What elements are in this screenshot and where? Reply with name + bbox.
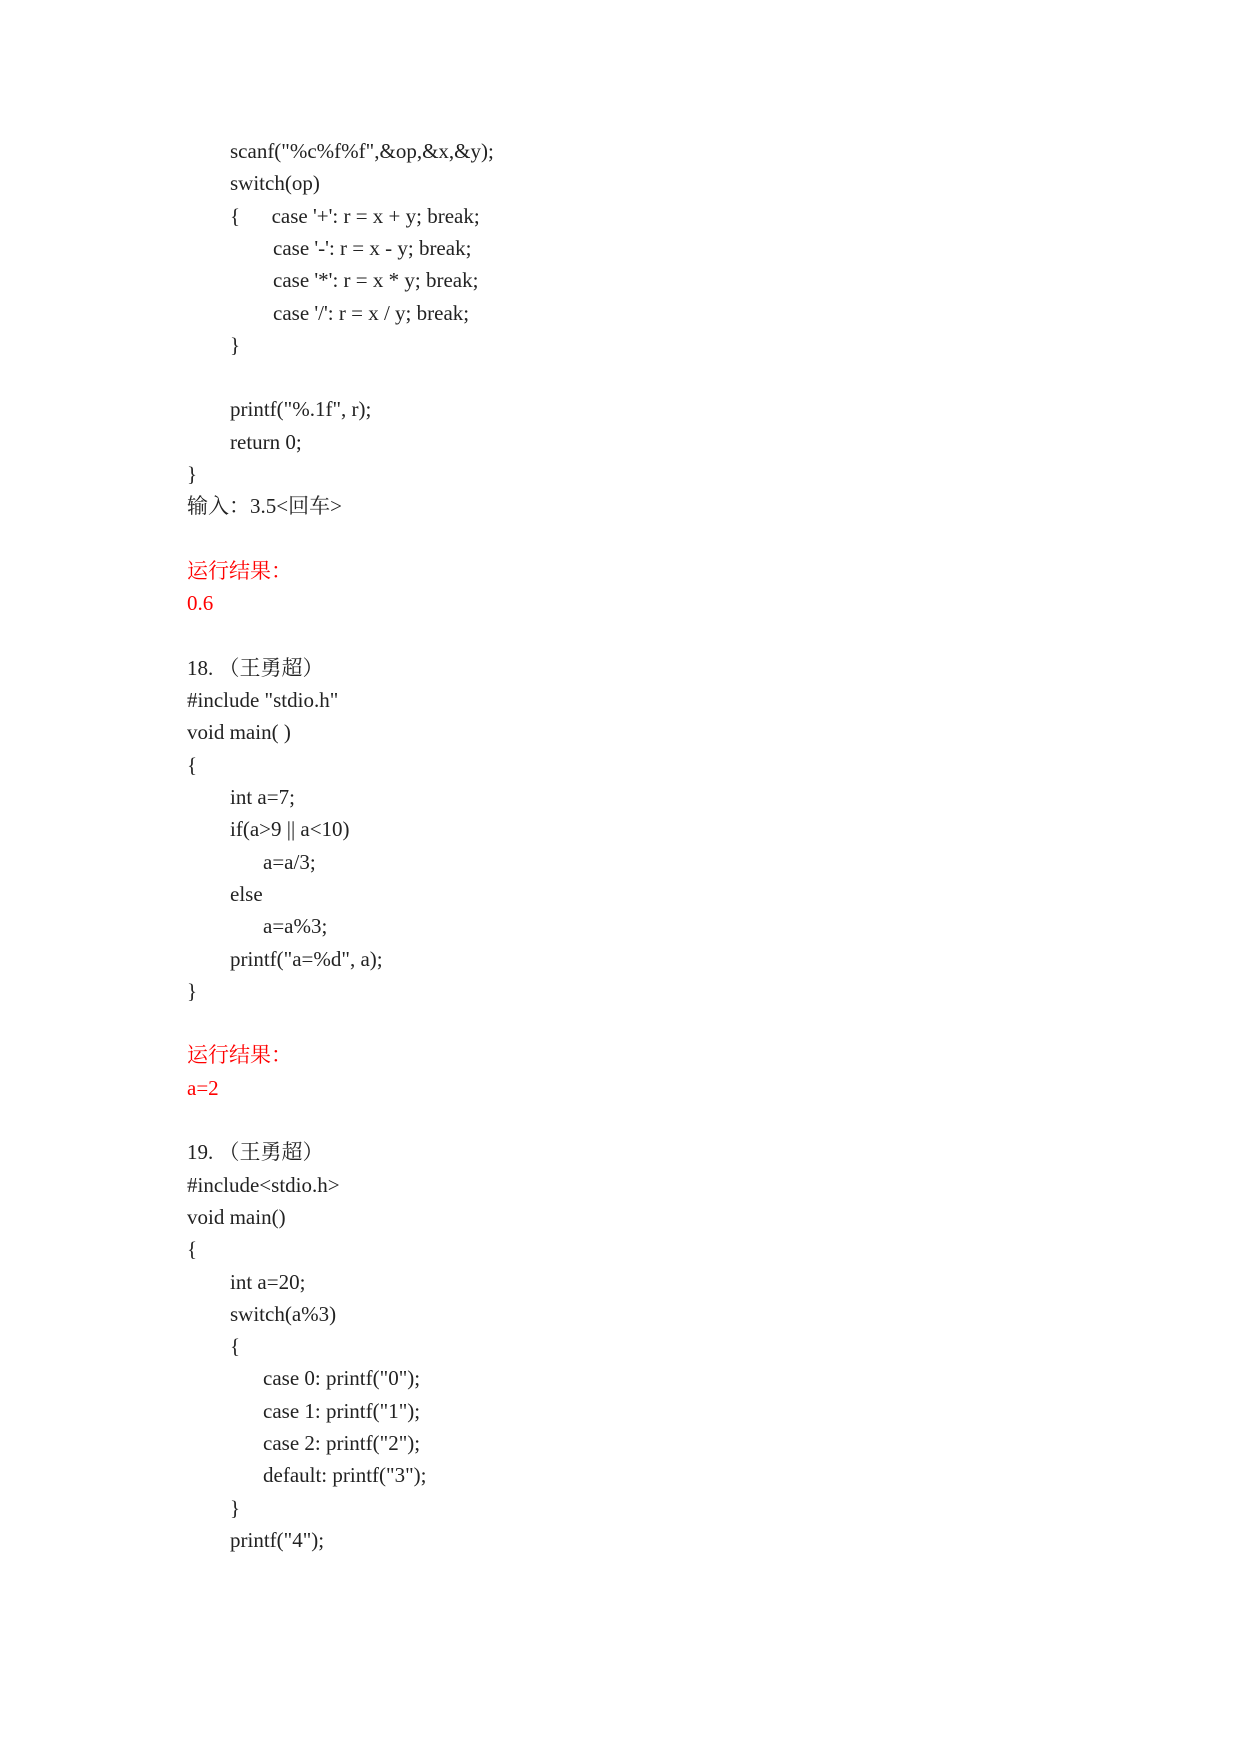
code-line: case '*': r = x * y; break;	[273, 268, 479, 293]
result-line: 运行结果：	[187, 558, 292, 583]
code-line: 输入：3.5<回车>	[187, 494, 342, 519]
result-line: a=2	[187, 1075, 219, 1100]
code-line: int a=20;	[230, 1269, 306, 1294]
code-line: {	[187, 752, 198, 777]
code-line: 19. （王勇超）	[187, 1140, 324, 1165]
code-line: return 0;	[230, 429, 302, 454]
code-line: {	[230, 1334, 241, 1359]
code-line: printf("4");	[230, 1527, 325, 1552]
code-line: printf("a=%d", a);	[230, 946, 383, 971]
code-line: #include<stdio.h>	[187, 1172, 340, 1197]
result-line: 0.6	[187, 591, 214, 616]
code-line: switch(a%3)	[230, 1301, 337, 1326]
code-line: void main( )	[187, 720, 291, 745]
code-line: }	[187, 462, 198, 486]
code-line: { case '+': r = x + y; break;	[230, 203, 480, 228]
code-line: }	[230, 1495, 241, 1520]
code-line: switch(op)	[230, 171, 320, 196]
code-line: #include "stdio.h"	[187, 688, 339, 713]
code-line: case '-': r = x - y; break;	[273, 235, 472, 260]
code-line: default: printf("3");	[263, 1463, 427, 1488]
code-line: a=a%3;	[263, 914, 328, 939]
code-line: {	[187, 1237, 198, 1262]
code-line: scanf("%c%f%f",&op,&x,&y);	[230, 139, 494, 163]
code-line: case 2: printf("2");	[263, 1431, 421, 1455]
code-line: }	[230, 332, 241, 357]
code-line: }	[187, 978, 198, 1003]
code-line: case 1: printf("1");	[263, 1398, 421, 1423]
code-line: int a=7;	[230, 785, 295, 809]
code-line: 18. （王勇超）	[187, 655, 324, 680]
code-line: void main()	[187, 1204, 286, 1229]
result-line: 运行结果：	[187, 1043, 292, 1068]
code-line: case 0: printf("0");	[263, 1366, 421, 1391]
code-line: a=a/3;	[263, 849, 316, 874]
code-line: if(a>9 || a<10)	[230, 817, 350, 842]
code-line: printf("%.1f", r);	[230, 397, 372, 422]
code-line: else	[230, 881, 263, 906]
code-line: case '/': r = x / y; break;	[273, 300, 470, 325]
